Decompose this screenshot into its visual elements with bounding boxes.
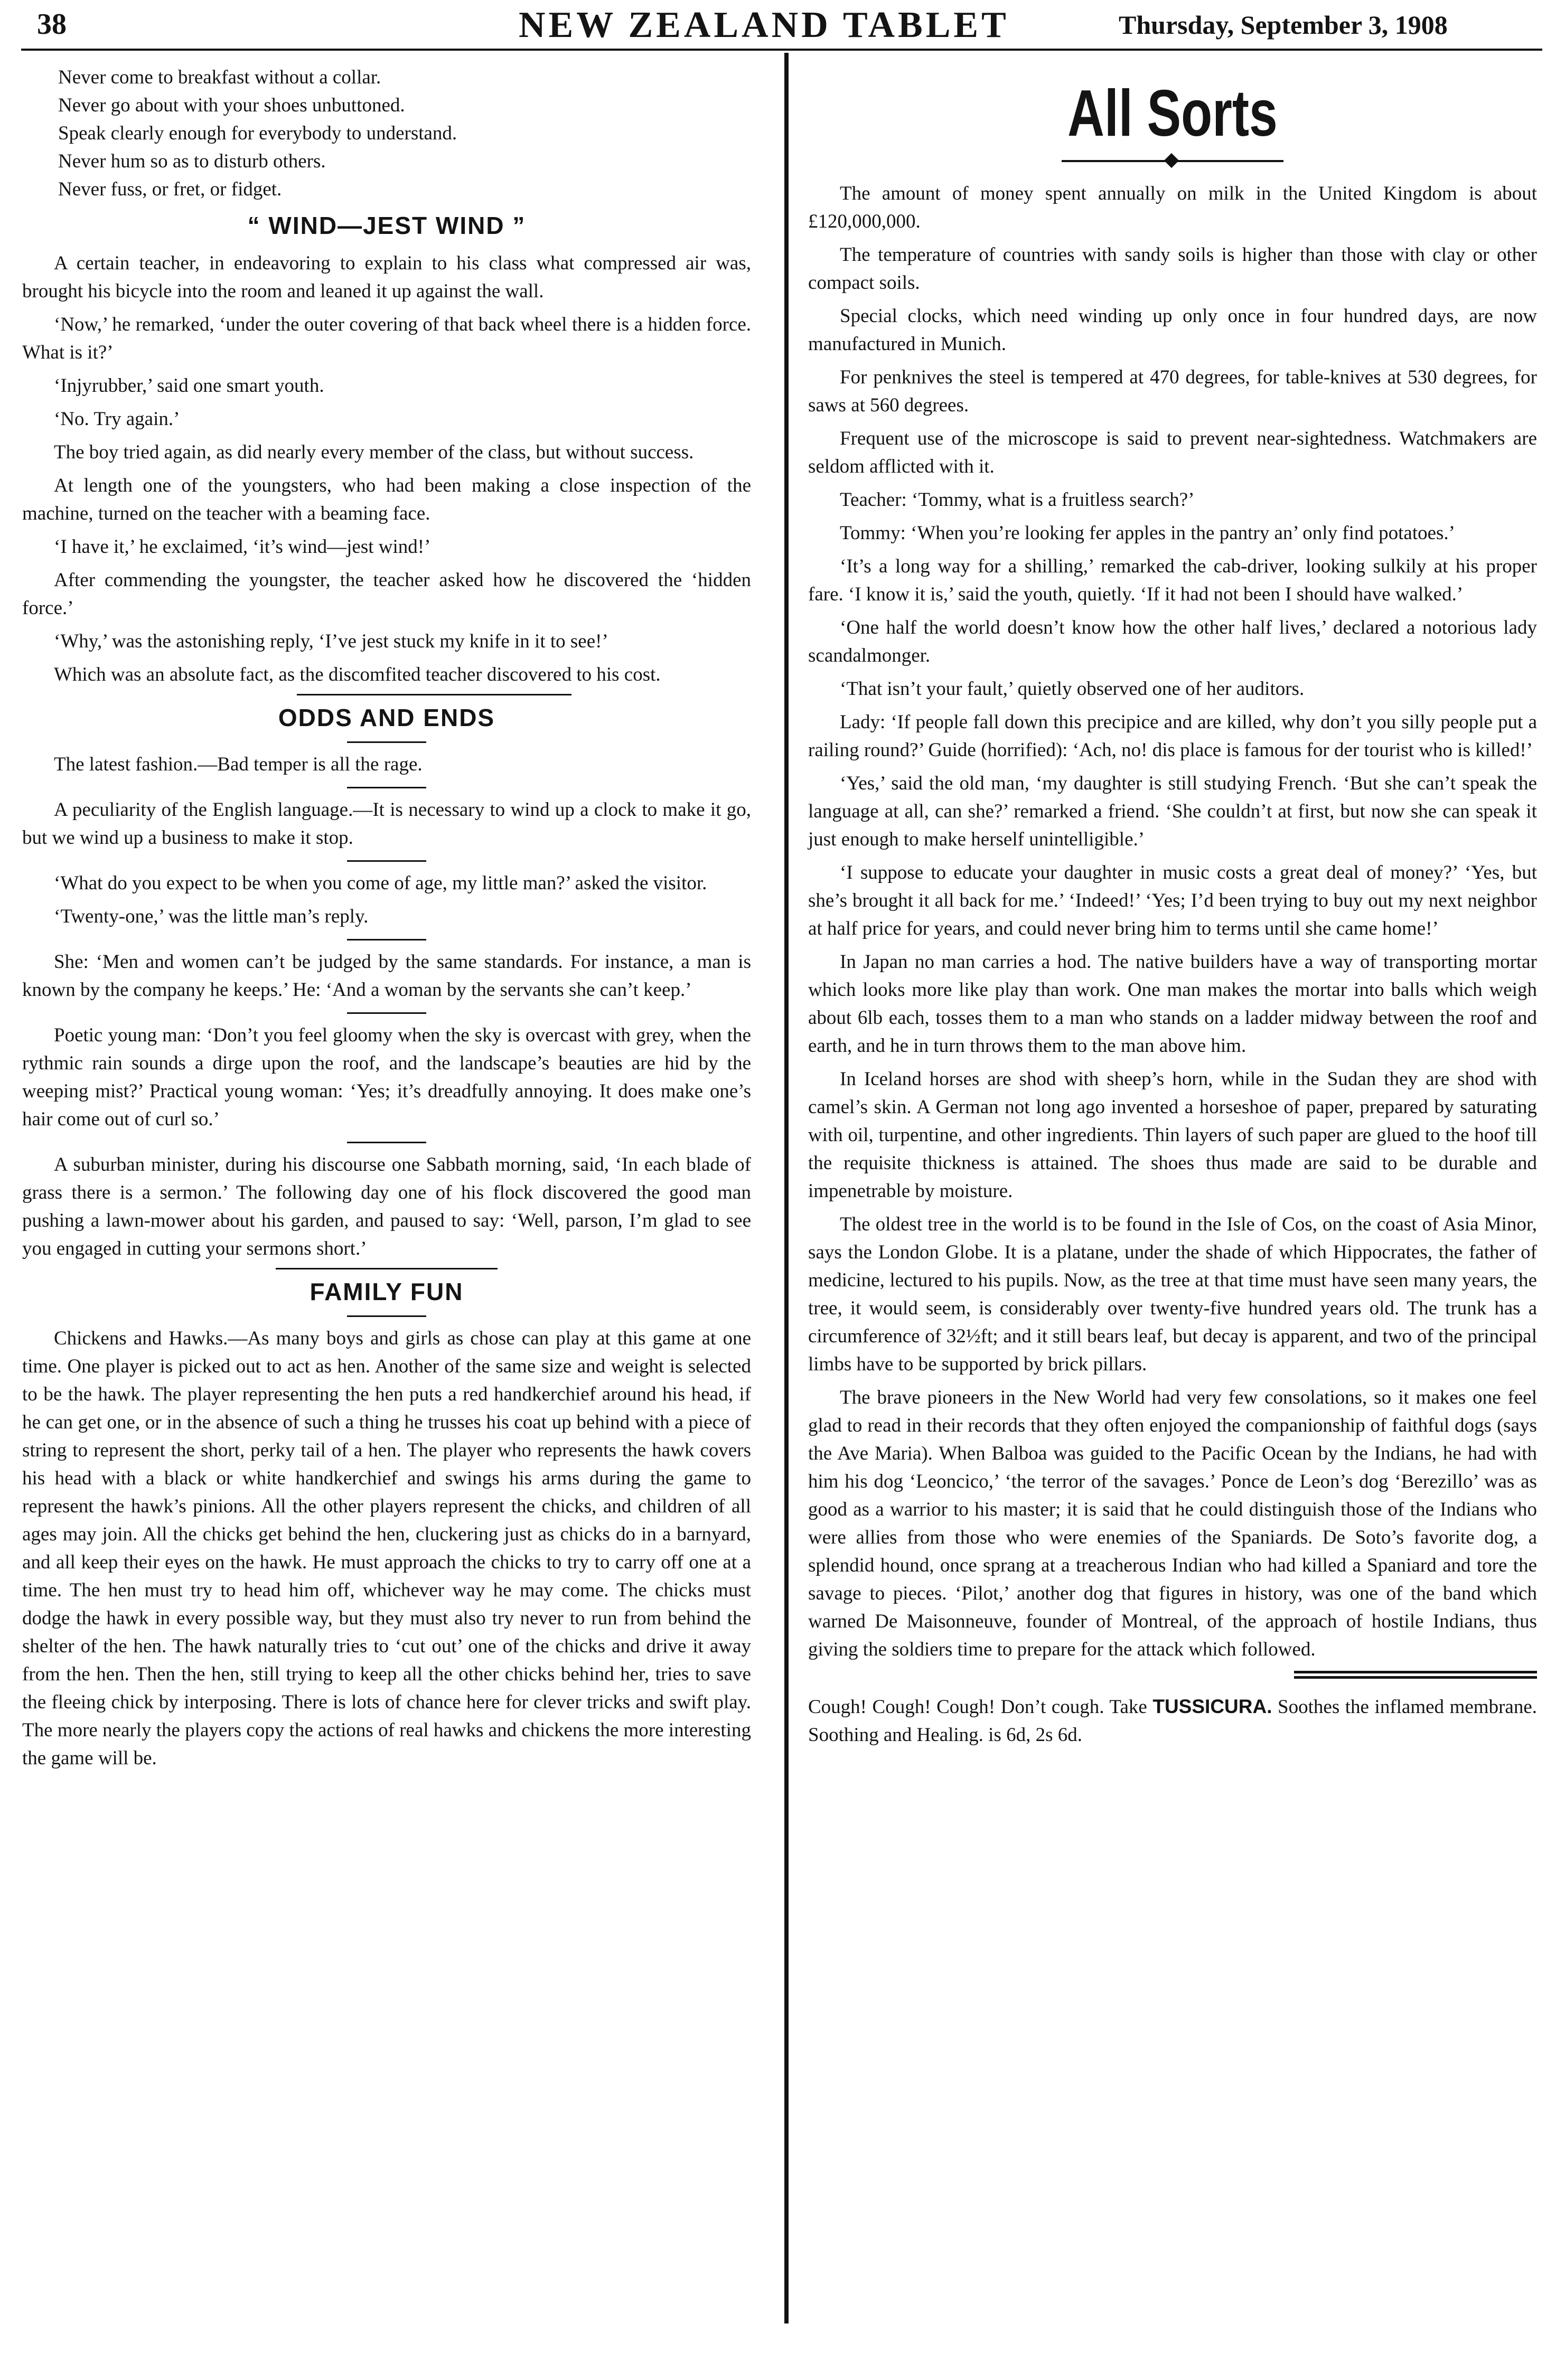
all-sorts-item: The amount of money spent annually on milk in the United Kingdom is about £120,000,000.	[808, 183, 1537, 232]
odds-item: A peculiarity of the English language.—It is necessary to wind up a clock to make it go, but we wind up a business to make it stop.	[22, 799, 751, 849]
item-rule	[347, 1142, 426, 1143]
newspaper-title: NEW ZEALAND TABLET	[519, 5, 1009, 45]
wind-heading: “ WIND—JEST WIND ”	[247, 212, 526, 239]
odds-heading: ODDS AND ENDS	[278, 704, 495, 731]
wind-paragraph: ‘Why,’ was the astonishing reply, ‘I’ve jest stuck my knife in it to see!’	[54, 631, 608, 652]
wind-paragraph: ‘I have it,’ he exclaimed, ‘it’s wind—jest wind!’	[54, 536, 431, 558]
column-divider	[784, 53, 789, 2323]
item-rule	[347, 1315, 426, 1317]
advert-rule	[1294, 1671, 1537, 1679]
all-sorts-item: The temperature of countries with sandy soils is higher than those with clay or other compact soils.	[808, 244, 1537, 294]
all-sorts-item: ‘That isn’t your fault,’ quietly observed one of her auditors.	[840, 678, 1305, 700]
wind-paragraph: ‘Injyrubber,’ said one smart youth.	[54, 375, 324, 397]
right-column	[808, 63, 1537, 1754]
all-sorts-item: ‘One half the world doesn’t know how the other half lives,’ declared a notorious lady scandalmonger.	[808, 617, 1537, 666]
all-sorts-item: ‘I suppose to educate your daughter in music costs a great deal of money?’ ‘Yes, but she’s brought it all back for me.’ ‘Indeed!’ ‘Yes; I’d been trying to buy out my next neighbor at half price for years, and could never bring him to terms until she came home!’	[808, 862, 1537, 939]
maxim: Never fuss, or fret, or fidget.	[58, 178, 282, 200]
header-rule	[21, 49, 1542, 51]
wind-paragraph: At length one of the youngsters, who had been making a close inspection of the machine, turned on the teacher with a beaming face.	[22, 475, 751, 524]
all-sorts-item: The brave pioneers in the New World had very few consolations, so it makes one feel glad to read in their records that they often enjoyed the companionship of faithful dogs (says the Ave Maria). When Balboa was guided to the Pacific Ocean by the Indians, he had with him his dog ‘Leoncico,’ ‘the terror of the savages.’ Ponce de Leon’s dog ‘Berezillo’ was as good as a warrior to his master; it is said that he could distinguish those of the Indians who were allies from those who were enemies of the Spaniards. De Soto’s favorite dog, a splendid hound, once sprang at a treacherous Indian who had killed a Spaniard and tore the savage to pieces. ‘Pilot,’ another dog that figures in history, was one of the band which warned De Maisonneuve, founder of Montreal, of the approach of hostile Indians, thus giving the soldiers time to prepare for the attack which followed.	[808, 1387, 1537, 1660]
odds-item: ‘Twenty-one,’ was the little man’s reply.	[54, 906, 369, 927]
tussicura-advert	[808, 1692, 1537, 1749]
odds-item: A suburban minister, during his discourse one Sabbath morning, said, ‘In each blade of grass there is a sermon.’ The following day one of his flock discovered the good man pushing a lawn-mower about his garden, and paused to say: ‘Well, parson, I’m glad to see you engaged in cutting your sermons short.’	[22, 1154, 751, 1259]
wind-paragraph: ‘Now,’ he remarked, ‘under the outer covering of that back wheel there is a hidden force. What is it?’	[22, 314, 751, 363]
odds-item: Poetic young man: ‘Don’t you feel gloomy when the sky is overcast with grey, when the rythmic rain sounds a dirge upon the roof, and the landscape’s beauties are hid by the weeping mist?’ Practical young woman: ‘Yes; it’s dreadfully annoying. It does make one’s hair come out of curl so.’	[22, 1024, 751, 1130]
wind-paragraph: Which was an absolute fact, as the discomfited teacher discovered to his cost.	[54, 664, 661, 685]
all-sorts-item: ‘Yes,’ said the old man, ‘my daughter is still studying French. ‘But she can’t speak the language at all, can she?’ remarked a friend. ‘She couldn’t at first, but now she can speak it just enough to make herself unintelligible.’	[808, 773, 1537, 850]
maxim: Never come to breakfast without a collar.	[58, 67, 381, 88]
item-rule	[347, 787, 426, 788]
issue-date: Thursday, September 3, 1908	[1119, 10, 1448, 40]
odds-item: She: ‘Men and women can’t be judged by the same standards. For instance, a man is known by the company he keeps.’ He: ‘And a woman by the servants she can’t keep.’	[22, 951, 751, 1001]
family-fun-heading: FAMILY FUN	[310, 1278, 464, 1305]
advert-tail: Soothes the inflamed membrane. Soothing and Healing. is 6d, 2s 6d.	[808, 1696, 1537, 1746]
advert-brand: TUSSICURA.	[1152, 1696, 1272, 1717]
item-rule	[347, 860, 426, 862]
ornament-rule	[1062, 153, 1283, 169]
all-sorts-item: For penknives the steel is tempered at 470 degrees, for table-knives at 530 degrees, for saws at 560 degrees.	[808, 366, 1537, 416]
advert-lead: Cough! Cough! Cough! Don’t cough. Take	[808, 1696, 1147, 1718]
all-sorts-item: Frequent use of the microscope is said to prevent near-sightedness. Watchmakers are seldom afflicted with it.	[808, 428, 1537, 477]
wind-paragraph: After commending the youngster, the teacher asked how he discovered the ‘hidden force.’	[22, 569, 751, 619]
wind-paragraph: A certain teacher, in endeavoring to explain to his class what compressed air was, brought his bicycle into the room and leaned it up against the wall.	[22, 252, 751, 302]
all-sorts-item: ‘It’s a long way for a shilling,’ remarked the cab-driver, looking sulkily at his proper fare. ‘I know it is,’ said the youth, quietly. ‘If it had not been I should have walked.’	[808, 556, 1537, 605]
maxim: Never hum so as to disturb others.	[58, 150, 326, 172]
section-rule	[297, 694, 571, 695]
all-sorts-item: Tommy: ‘When you’re looking fer apples in the pantry an’ only find potatoes.’	[840, 522, 1455, 544]
page-header	[0, 0, 1556, 53]
all-sorts-heading: All Sorts	[1067, 77, 1278, 150]
all-sorts-item: Special clocks, which need winding up only once in four hundred days, are now manufactured in Munich.	[808, 305, 1537, 355]
item-rule	[347, 1012, 426, 1014]
section-rule	[276, 1268, 498, 1269]
page-number: 38	[37, 8, 67, 41]
wind-paragraph: ‘No. Try again.’	[54, 408, 180, 430]
all-sorts-item: In Japan no man carries a hod. The native builders have a way of transporting mortar which looks more like play than work. One man makes the mortar into balls which weigh about 6lb each, tosses them to a man who stands on a ladder midway between the roof and earth, and he in turn throws them to the man above him.	[808, 951, 1537, 1057]
all-sorts-item: Teacher: ‘Tommy, what is a fruitless search?’	[840, 489, 1195, 511]
family-fun-text: Chickens and Hawks.—As many boys and girls as chose can play at this game at one time. One player is picked out to act as hen. Another of the same size and weight is selected to be the hawk. The player representing the hen puts a red handkerchief around his head, if he can get one, or in the absence of such a thing he trusses his coat up behind with a piece of string to represent the short, perky tail of a hen. The player who represents the hawk covers his head with a black or white handkerchief and swings his arms during the game to represent the hawk’s pinions. All the other players represent the chicks, and children of all ages may join. All the chicks get behind the hen, cluckering just as chicks do in a barnyard, and all keep their eyes on the hawk. He must approach the chicks to try to carry off one at a time. The hen must try to head him off, whichever way he may come. The chicks must dodge the hawk in every possible way, but they must also try never to run from behind the shelter of the hen. The hawk naturally tries to ‘cut out’ one of the chicks and drive it away from the hen. Then the hen, still trying to keep all the other chicks behind her, tries to save the fleeing chick by interposing. There is lots of chance here for clever tricks and swift play. The more nearly the players copy the actions of real hawks and chickens the more interesting the game will be.	[22, 1328, 751, 1769]
item-rule	[347, 939, 426, 940]
all-sorts-item: Lady: ‘If people fall down this precipice and are killed, why don’t you silly people put a railing round?’ Guide (horrified): ‘Ach, no! dis place is famous for der tourist who is killed!’	[808, 711, 1537, 761]
maxim: Never go about with your shoes unbuttoned.	[58, 95, 405, 116]
all-sorts-item: The oldest tree in the world is to be found in the Isle of Cos, on the coast of Asia Minor, says the London Globe. It is a platane, under the shade of which Hippocrates, the father of medicine, lectured to his pupils. Now, as the tree at that time must have seen many years, the tree, it would seem, is considerably over twenty-five hundred years old. The trunk has a circumference of 32½ft; and it still bears leaf, but decay is apparent, and two of the principal limbs have to be supported by brick pillars.	[808, 1213, 1537, 1375]
maxim: Speak clearly enough for everybody to understand.	[58, 123, 457, 144]
odds-item: The latest fashion.—Bad temper is all the rage.	[54, 754, 423, 775]
left-column	[22, 63, 751, 1777]
item-rule	[347, 741, 426, 743]
odds-item: ‘What do you expect to be when you come of age, my little man?’ asked the visitor.	[54, 872, 707, 894]
wind-paragraph: The boy tried again, as did nearly every member of the class, but without success.	[54, 441, 694, 463]
all-sorts-item: In Iceland horses are shod with sheep’s horn, while in the Sudan they are shod with camel’s skin. A German not long ago invented a horseshoe of paper, prepared by saturating with oil, turpentine, and other ingredients. Thin layers of such paper are glued to the hoof till the requisite thickness is attained. The shoes thus made are said to be durable and impenetrable by moisture.	[808, 1068, 1537, 1202]
diamond-icon	[1164, 153, 1179, 168]
